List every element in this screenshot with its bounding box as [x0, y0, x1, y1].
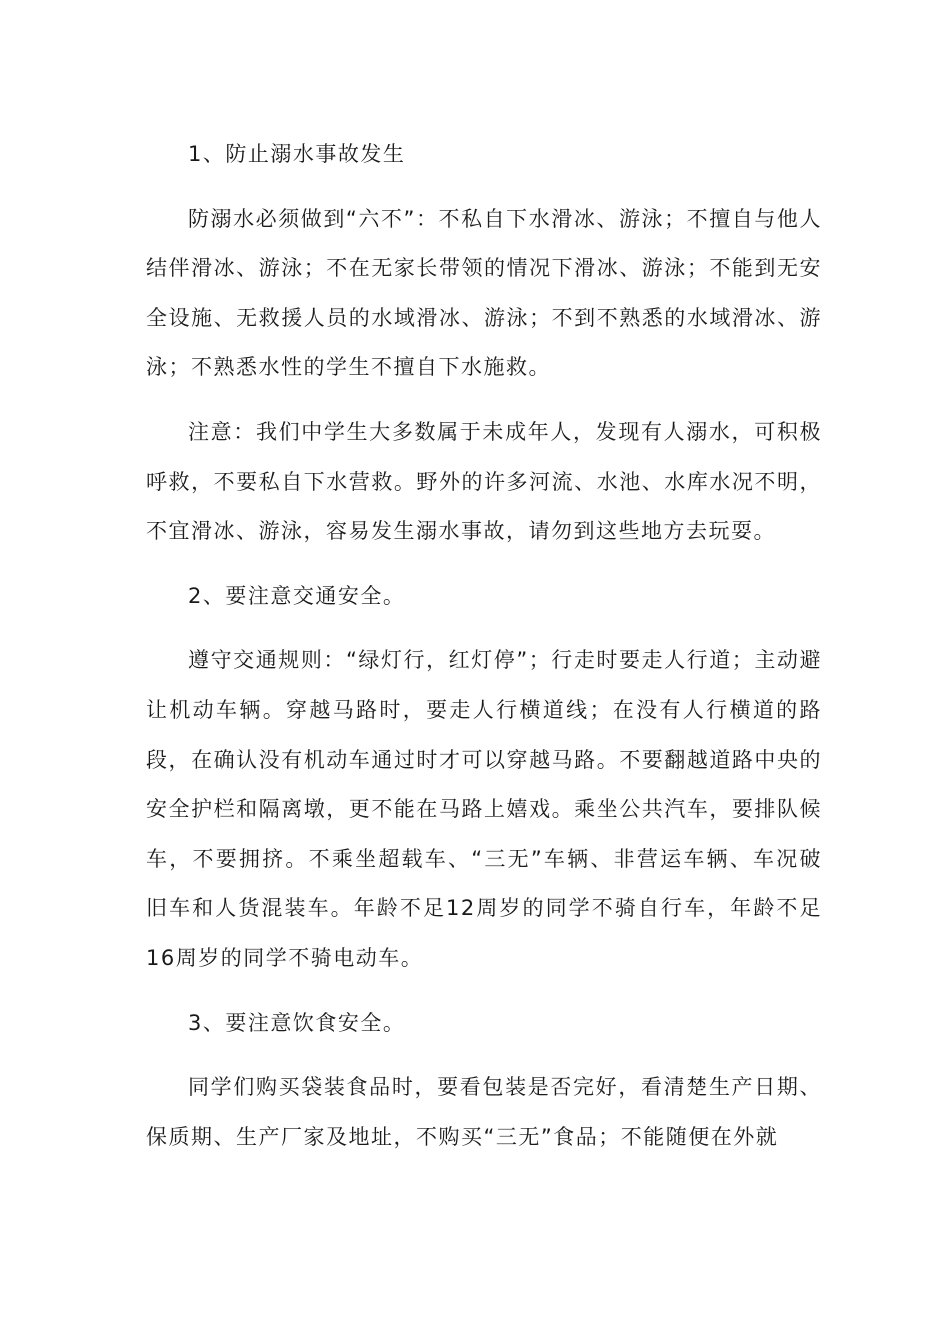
paragraph-drowning-note: 注意：我们中学生大多数属于未成年人，发现有人溺水，可积极呼救，不要私自下水营救。野外的许多河流、水池、水库水况不明，不宜滑冰、游泳，容易发生溺水事故，请勿到这些地方去玩耍。: [146, 419, 822, 544]
section-heading-drowning: 1、防止溺水事故发生: [188, 142, 406, 166]
paragraph-food-safety: 同学们购买袋装食品时，要看包装是否完好，看清楚生产日期、保质期、生产厂家及地址，不购买“三无”食品；不能随便在外就: [146, 1075, 822, 1149]
paragraph-traffic-rules: 遵守交通规则：“绿灯行，红灯停”；行走时要走人行道；主动避让机动车辆。穿越马路时，要走人行横道线；在没有人行横道的路段，在确认没有机动车通过时才可以穿越马路。不要翻越道路中央的安全护栏和隔离墩，更不能在马路上嬉戏。乘坐公共汽车，要排队候车，不要拥挤。不乘坐超载车、“三无”车辆、非营运车辆、车况破旧车和人货混装车。年龄不足12周岁的同学不骑自行车，年龄不足16周岁的同学不骑电动车。: [146, 648, 822, 970]
paragraph-six-rules: 防溺水必须做到“六不”：不私自下水滑冰、游泳；不擅自与他人结伴滑冰、游泳；不在无家长带领的情况下滑冰、游泳；不能到无安全设施、无救援人员的水域滑冰、游泳；不到不熟悉的水域滑冰、游泳；不熟悉水性的学生不擅自下水施救。: [146, 206, 822, 380]
section-heading-food: 3、要注意饮食安全。: [188, 1010, 406, 1035]
section-heading-traffic: 2、要注意交通安全。: [188, 583, 406, 608]
document-body: [146, 130, 822, 1177]
